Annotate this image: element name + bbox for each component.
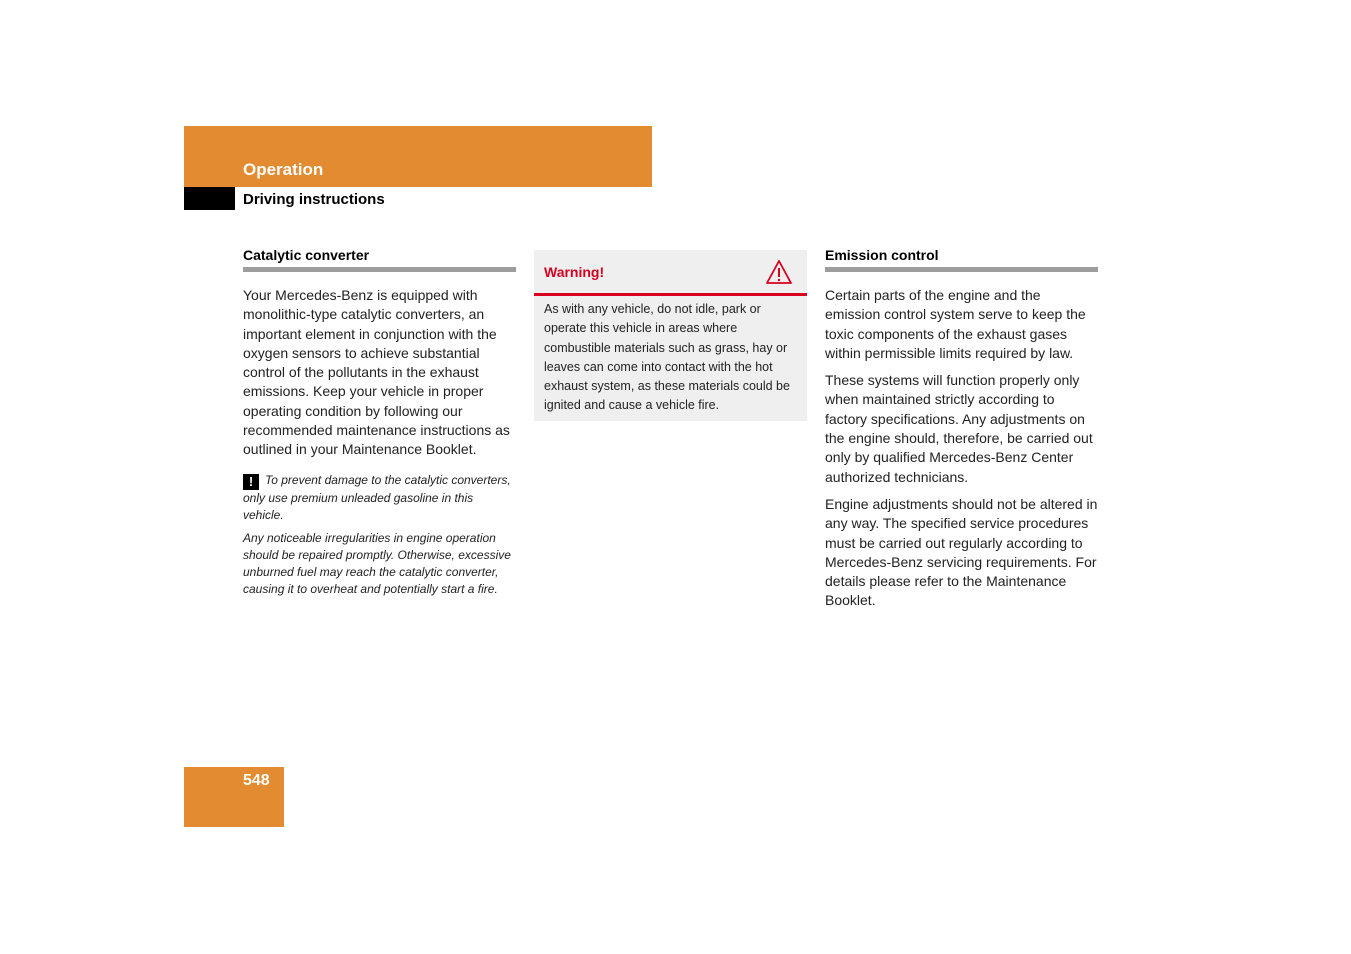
warning-box xyxy=(534,250,807,421)
catalytic-note-text: To prevent damage to the catalytic converters, only use premium unleaded gasoline in this vehicle. xyxy=(243,472,511,522)
warning-triangle-icon xyxy=(765,259,793,285)
warning-header xyxy=(534,250,807,296)
emission-control-heading: Emission control xyxy=(825,246,1098,272)
catalytic-converter-column xyxy=(243,246,516,598)
exclamation-icon: ! xyxy=(243,474,259,490)
catalytic-note-continued: Any noticeable irregularities in engine operation should be repaired promptly. Otherwise, excessive unburned fuel may reach the catalytic converter, causing it to overheat and potentially start a fire. xyxy=(243,530,511,596)
catalytic-converter-body: Your Mercedes-Benz is equipped with monolithic-type catalytic converters, an important element in conjunction with the oxygen sensors to achieve substantial control of the pollutants in the exhaust emissions. Keep your vehicle in proper operating condition by following our recommended maintenance instructions as outlined in your Maintenance Booklet. xyxy=(243,287,510,458)
section-title: Operation xyxy=(243,160,324,179)
emission-control-column xyxy=(825,246,1098,611)
emission-paragraph: Certain parts of the engine and the emission control system serve to keep the toxic components of the exhaust gases within permissible limits required by law. xyxy=(825,287,1086,361)
emission-paragraph: Engine adjustments should not be altered in any way. The specified service procedures must be carried out regularly according to Mercedes-Benz servicing requirements. For details please refer to the Maintenance Booklet. xyxy=(825,495,1098,609)
emission-paragraph: These systems will function properly only when maintained strictly according to factory specifications. Any adjustments on the engine should, therefore, be carried out only by qualified Mercedes-Benz Center authorized technicians. xyxy=(825,372,1093,485)
warning-label: Warning! xyxy=(544,264,605,280)
section-marker xyxy=(184,187,235,210)
catalytic-note xyxy=(243,472,516,524)
page-number: 548 xyxy=(243,772,270,789)
subsection-title: Driving instructions xyxy=(243,191,385,208)
warning-text: As with any vehicle, do not idle, park or operate this vehicle in areas where combustible materials such as grass, hay or leaves can come into contact with the hot exhaust system, as these materials could be ignited and cause a vehicle fire. xyxy=(544,302,790,413)
catalytic-converter-heading: Catalytic converter xyxy=(243,246,516,272)
